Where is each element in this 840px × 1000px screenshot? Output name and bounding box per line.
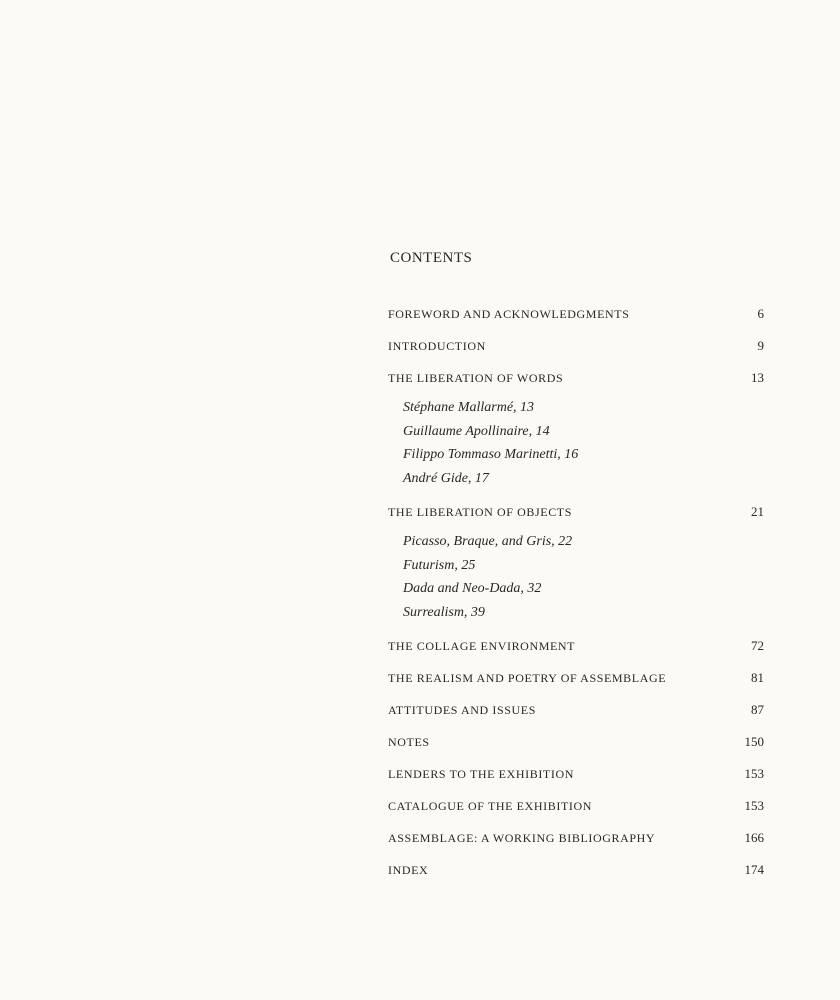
toc-entry xyxy=(388,826,764,858)
toc-entry xyxy=(388,730,764,762)
toc-entry-label: ASSEMBLAGE: A WORKING BIBLIOGRAPHY xyxy=(388,831,656,845)
toc-entry-page: 150 xyxy=(744,734,764,749)
toc-entry xyxy=(388,794,764,826)
toc-subentries xyxy=(388,396,764,490)
toc-entry-label: THE REALISM AND POETRY OF ASSEMBLAGE xyxy=(388,671,667,685)
page-title: CONTENTS xyxy=(390,250,473,266)
toc-subentry: Dada and Neo-Dada, 32 xyxy=(403,581,542,596)
toc-entry-page: 81 xyxy=(751,670,764,685)
toc-entry-label: ATTITUDES AND ISSUES xyxy=(388,703,537,717)
toc-entry-page: 153 xyxy=(744,766,764,781)
toc-subentry: Filippo Tommaso Marinetti, 16 xyxy=(403,447,579,462)
toc-entry-label: INTRODUCTION xyxy=(388,339,486,353)
table-of-contents xyxy=(388,302,764,890)
toc-entry-label: FOREWORD AND ACKNOWLEDGMENTS xyxy=(388,307,630,321)
toc-entry-page: 13 xyxy=(751,370,764,385)
toc-entry xyxy=(388,698,764,730)
toc-entry xyxy=(388,334,764,366)
toc-entry-page: 153 xyxy=(744,798,764,813)
toc-entry xyxy=(388,634,764,666)
toc-subentry: Picasso, Braque, and Gris, 22 xyxy=(403,534,573,549)
toc-entry xyxy=(388,500,764,532)
toc-entry xyxy=(388,666,764,698)
toc-entry xyxy=(388,302,764,334)
toc-entry-label: NOTES xyxy=(388,735,430,749)
toc-entry-page: 21 xyxy=(751,504,764,519)
toc-subentry: Futurism, 25 xyxy=(403,557,476,573)
toc-entry-label: LENDERS TO THE EXHIBITION xyxy=(388,767,574,781)
toc-entry-page: 166 xyxy=(744,830,764,845)
toc-entry-page: 72 xyxy=(751,638,764,653)
toc-entry-page: 9 xyxy=(757,338,764,353)
toc-entry-page: 87 xyxy=(751,702,764,717)
toc-entry-label: THE LIBERATION OF OBJECTS xyxy=(388,505,573,519)
toc-entry xyxy=(388,762,764,794)
toc-subentry: Surrealism, 39 xyxy=(403,604,485,620)
toc-entry-label: INDEX xyxy=(388,863,429,877)
toc-entry-page: 174 xyxy=(744,862,764,877)
toc-entry-label: THE COLLAGE ENVIRONMENT xyxy=(388,639,576,653)
toc-entry-page: 6 xyxy=(757,306,764,321)
toc-entry-label: THE LIBERATION OF WORDS xyxy=(388,371,564,385)
toc-entry xyxy=(388,366,764,398)
toc-entry-label: CATALOGUE OF THE EXHIBITION xyxy=(388,799,592,813)
toc-subentry: Guillaume Apollinaire, 14 xyxy=(403,423,550,439)
toc-entry xyxy=(388,858,764,890)
toc-subentry: André Gide, 17 xyxy=(403,470,489,486)
toc-subentries xyxy=(388,530,764,624)
toc-subentry: Stéphane Mallarmé, 13 xyxy=(403,400,535,415)
